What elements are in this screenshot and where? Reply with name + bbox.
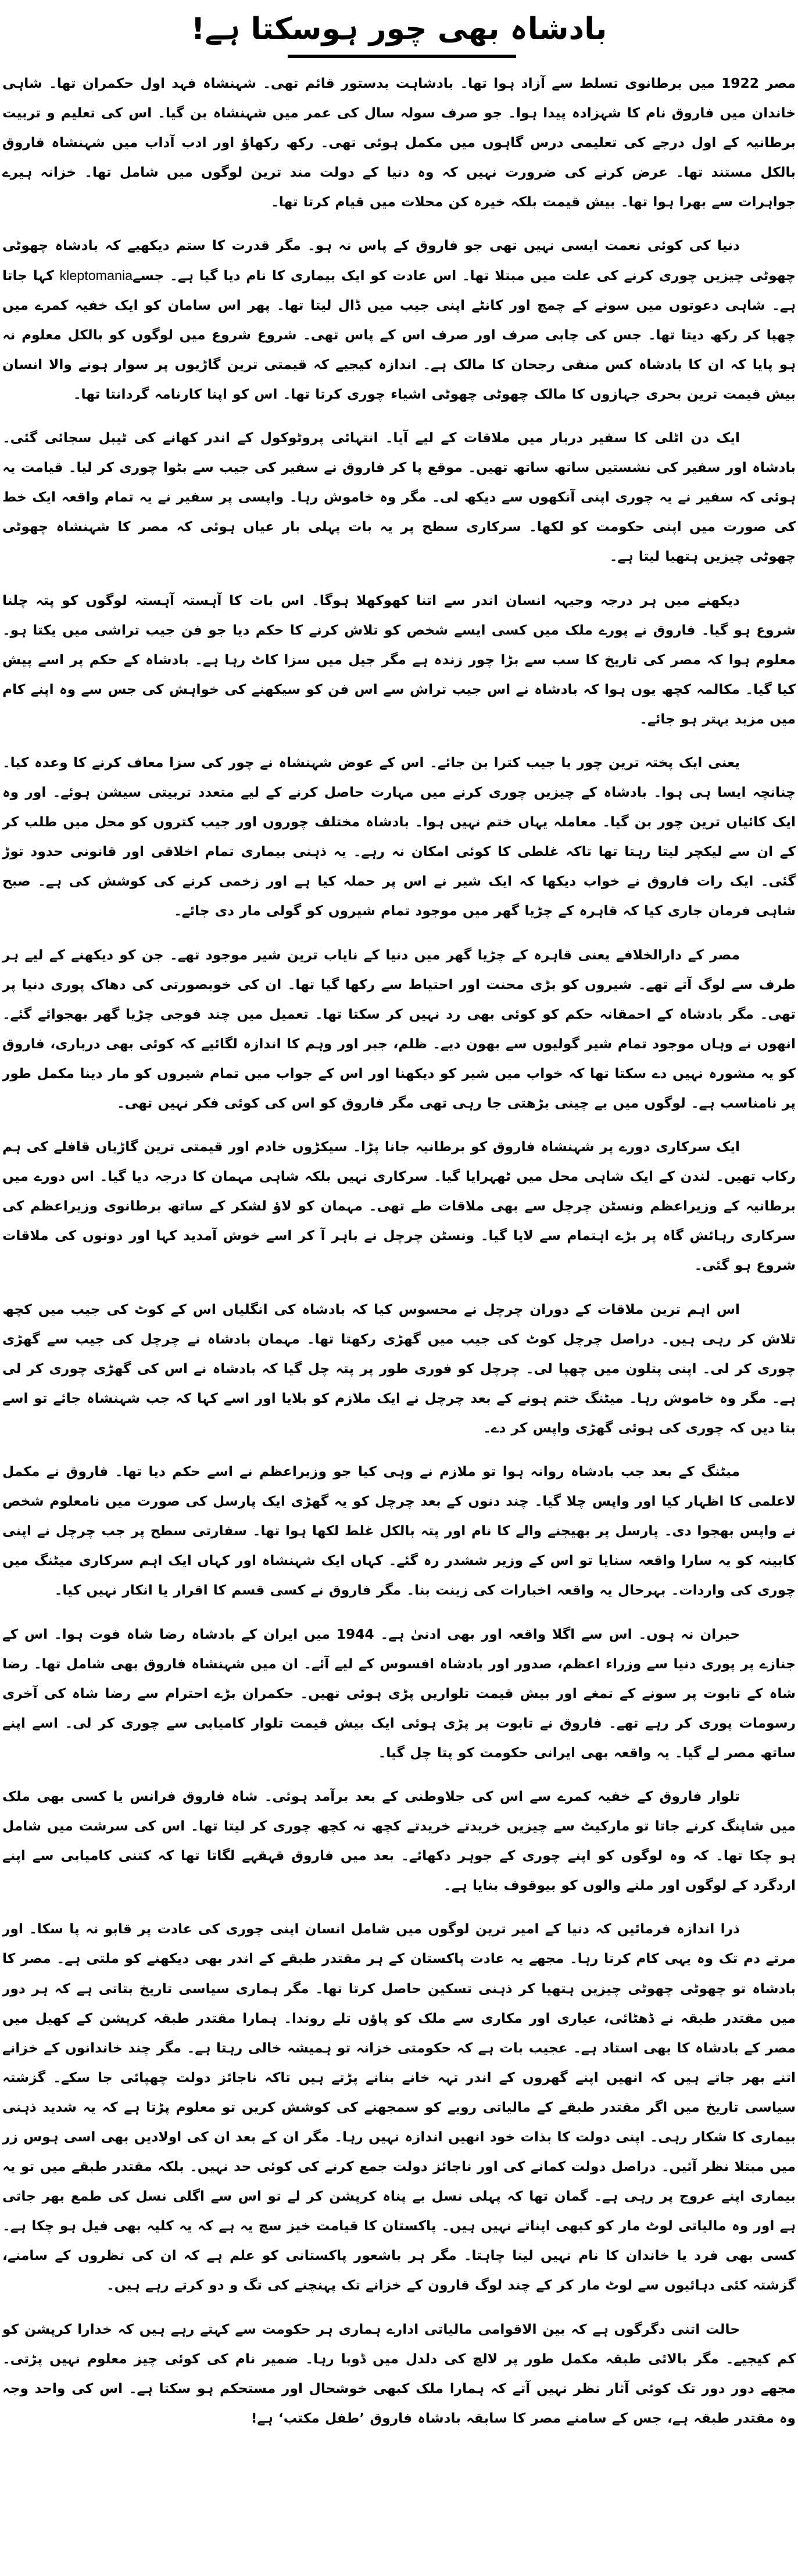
article-body (2, 69, 796, 2447)
paragraph: ایک دن اٹلی کا سفیر دربار میں ملاقات کے لیے آیا۔ انتہائی پروٹوکول کے اندر کھانے کی ٹیبل سجائی گئی۔ بادشاہ اور سفیر کی نشستیں ساتھ ساتھ تھیں۔ موقع پا کر فاروق نے سفیر کی جیب سے بٹوا چوری کر لیا۔ قیامت یہ ہوئی کہ سفیر نے یہ چوری اپنی آنکھوں سے دیکھ لی۔ مگر وہ خاموش رہا۔ واپسی پر سفیر نے یہ تمام واقعہ ایک خط کی صورت میں اپنی حکومت کو لکھا۔ سرکاری سطح پر یہ بات پہلی بار عیاں ہوئی کہ مصر کا شہنشاہ چھوٹی چھوٹی چیزیں ہتھیا لیتا ہے۔ (2, 430, 796, 565)
article-title: بادشاہ بھی چور ہوسکتا ہے! (191, 12, 607, 46)
english-term: kleptomania (59, 267, 133, 283)
paragraph: حیران نہ ہوں۔ اس سے اگلا واقعہ اور بھی ادنیٰ ہے۔ 1944 میں ایران کے بادشاہ رضا شاہ فوت ہوا۔ اس کے جنازے پر پوری دنیا سے وزراء اعظم، صدور اور بادشاہ افسوس کے لیے آئے۔ ان میں شہنشاہ فاروق بھی شامل تھا۔ رضا شاہ کے تابوت پر سونے کے تمغے اور بیش قیمت تلواریں پڑی ہوئی تھیں۔ حکمران بڑے احترام سے رضا شاہ کی آخری رسومات پوری کر رہے تھے۔ فاروق نے تابوت پر پڑی ہوئی ایک بیش قیمت تلوار کامیابی سے چوری کر لی۔ اسے اپنے ساتھ مصر لے گیا۔ یہ واقعہ بھی ایرانی حکومت کو پتا چل گیا۔ (2, 1626, 796, 1761)
paragraph-text: دنیا کی کوئی نعمت ایسی نہیں تھی جو فاروق کے پاس نہ ہو۔ مگر قدرت کا ستم دیکھیے کہ بادشاہ چھوٹی چھوٹی چیزیں چوری کرنے کی علت میں مبتلا تھا۔ اس عادت کو ایک بیماری کا نام دیا گیا ہے۔ جسے (2, 238, 796, 284)
paragraph: حالت اتنی دگرگوں ہے کہ بین الاقوامی مالیاتی ادارے ہماری ہر حکومت سے کہتے رہے ہیں کہ خدارا کرپشن کو کم کیجیے۔ مگر بالائی طبقہ مکمل طور پر لالچ کی دلدل میں ڈوبا رہا۔ ضمیر نام کی کوئی چیز معلوم نہیں پڑتی۔ مجھے دور دور تک کوئی آثار نظر نہیں آتے کہ ہمارا ملک کبھی خوشحال اور مستحکم ہو سکتا ہے۔ اس کی واحد وجہ وہ مقتدر طبقہ ہے، جس کے سامنے مصر کا سابقہ بادشاہ فاروق ’طفل مکتب‘ ہے! (2, 2321, 796, 2426)
paragraph-text: کہا جاتا ہے۔ شاہی دعوتوں میں سونے کے چمچ اور کانٹے اپنی جیب میں ڈال لیتا تھا۔ پھر اس سامان کو ایک خفیہ کمرے میں چھپا کر رکھ دیتا تھا۔ جس کی چابی صرف اور صرف اس کے پاس تھی۔ شروع شروع میں لوگوں کو بالکل معلوم نہ ہو پایا کہ ان کا بادشاہ کس منفی رجحان کا مالک ہے۔ اندازہ کیجیے کہ قیمتی ترین گاڑیوں پر سوار ہونے والا انسان بیش قیمت ترین بحری جہازوں کا مالک چھوٹی چھوٹی اشیاء چوری کرتا تھا۔ اس کو اپنا کارنامہ گردانتا تھا۔ (2, 267, 796, 402)
paragraph: مصر کے دارالخلافے یعنی قاہرہ کے چڑیا گھر میں دنیا کے نایاب ترین شیر موجود تھے۔ جن کو دیکھنے کے لیے ہر طرف سے لوگ آتے تھے۔ شیروں کو بڑی محنت اور احتیاط سے رکھا گیا تھا۔ ان کی خوبصورتی کی دھاک پوری دنیا پر تھی۔ مگر بادشاہ کے احمقانہ حکم کو کوئی بھی رد نہیں کر سکتا تھا۔ تعمیل میں چند فوجی چڑیا گھر بھجوائے گئے۔ انھوں نے وہاں موجود تمام شیر گولیوں سے بھون دیے۔ ظلم، جبر اور وہم کا اندازہ لگائیے کہ کوئی بھی درباری، فاروق کو یہ مشورہ نہیں دے سکتا تھا کہ خواب میں شیر کو دیکھنا اور اس کے جواب میں تمام شیروں کو مار دینا مکمل طور پر نامناسب ہے۔ لوگوں میں بے چینی بڑھتی جا رہی تھی مگر فاروق کو اس کی کوئی فکر نہیں تھی۔ (2, 947, 796, 1111)
paragraph (2, 231, 796, 409)
title-underline (288, 55, 516, 58)
paragraph: تلوار فاروق کے خفیہ کمرے سے اس کی جلاوطنی کے بعد برآمد ہوئی۔ شاہ فاروق فرانس یا کسی بھی ملک میں شاپنگ کرنے جاتا تو مارکیٹ سے چیزیں خریدتے خریدتے کچھ نہ کچھ چوری کر لیتا تھا۔ اس کی سرشت میں شامل ہو چکا تھا۔ کہ وہ لوگوں کو اپنے چوری کے جوہر دکھائے۔ بعد میں فاروق قہقہے لگاتا تھا کہ کتنی کامیابی سے اپنے اردگرد کے لوگوں اور ملنے والوں کو بیوقوف بنایا ہے۔ (2, 1788, 796, 1894)
paragraph: دیکھنے میں ہر درجہ وجیہہ انسان اندر سے اتنا کھوکھلا ہوگا۔ اس بات کا آہستہ آہستہ لوگوں کو پتہ چلنا شروع ہو گیا۔ فاروق نے پورے ملک میں کسی ایسے شخص کو تلاش کرنے کا حکم دیا جو فن جیب تراشی میں یکتا ہو۔ معلوم ہوا کہ مصر کی تاریخ کا سب سے بڑا چور زندہ ہے مگر جیل میں سزا کاٹ رہا ہے۔ بادشاہ کے حکم پر اسے پیش کیا گیا۔ مکالمہ کچھ یوں ہوا کہ بادشاہ نے اس جیب تراش سے اس فن کو سیکھنے کی خواہش کی جس سے وہ اپنے کام میں مزید بہتر ہو جائے۔ (2, 592, 796, 727)
paragraph: ایک سرکاری دورے پر شہنشاہ فاروق کو برطانیہ جانا پڑا۔ سیکڑوں خادم اور قیمتی ترین گاڑیاں قافلے کی ہم رکاب تھیں۔ لندن کے ایک شاہی محل میں ٹھہرایا گیا۔ سرکاری نہیں بلکہ شاہی مہمان کا درجہ دیا گیا۔ اس دورے میں برطانیہ کے وزیراعظم ونسٹن چرچل سے بھی ملاقات طے تھی۔ مہمان کو لاؤ لشکر کے ساتھ برطانوی وزیراعظم کی سرکاری رہائش گاہ پر بڑے اہتمام سے لایا گیا۔ ونسٹن چرچل نے باہر آ کر اسے خوش آمدید کہا اور دونوں کی ملاقات شروع ہو گئی۔ (2, 1139, 796, 1274)
paragraph: اس اہم ترین ملاقات کے دوران چرچل نے محسوس کیا کہ بادشاہ کی انگلیاں اس کے کوٹ کی جیب میں کچھ تلاش کر رہی ہیں۔ دراصل چرچل کوٹ کی جیب میں گھڑی رکھتا تھا۔ مہمان بادشاہ نے چرچل کی جیب سے گھڑی چوری کر لی۔ اپنی پتلون میں چھپا لی۔ چرچل کو فوری طور پر پتہ چل گیا کہ بادشاہ نے اس کی گھڑی چوری کر لی ہے۔ مگر وہ خاموش رہا۔ میٹنگ ختم ہونے کے بعد چرچل نے ایک ملازم کو بلایا اور اسے کہا کہ جب شہنشاہ جائے تو اسے بتا دیں کہ چوری کی ہوئی گھڑی واپس کر دے۔ (2, 1301, 796, 1436)
paragraph: ذرا اندازہ فرمائیں کہ دنیا کے امیر ترین لوگوں میں شامل انسان اپنی چوری کی عادت پر قابو نہ پا سکا۔ اور مرتے دم تک وہ یہی کام کرتا رہا۔ مجھے یہ عادت پاکستان کے ہر مقتدر طبقے کے اندر بھی دیکھنے کو ملتی ہے۔ مصر کا بادشاہ تو چھوٹی چھوٹی چیزیں ہتھیا کر ذہنی تسکین حاصل کرتا تھا۔ مگر ہماری سیاسی تاریخ بتاتی ہے کہ ہر دور میں مقتدر طبقہ نے ڈھٹائی، عیاری اور مکاری سے ملک کو پاؤں تلے روندا۔ ہمارا مقتدر طبقہ کرپشن کے کھیل میں مصر کے بادشاہ کا بھی استاد ہے۔ عجیب بات ہے کہ حکومتی خزانہ تو ہمیشہ خالی رہتا ہے۔ مگر چند خاندانوں کے خزانے اتنے بھر جاتے ہیں کہ انھیں اپنے گھروں کے اندر تہہ خانے بنانے پڑتے ہیں تاکہ ناجائز دولت چھپائی جا سکے۔ گزشتہ سیاسی تاریخ میں اگر مقتدر طبقے کے مالیاتی رویے کو سمجھنے کی کوشش کریں تو معلوم پڑتا ہے کہ یہ شدید ذہنی بیماری کا شکار رہی۔ اپنی دولت کا بذات خود انھیں اندازہ نہیں رہا۔ مگر ان کے بعد ان کی اولادیں بھی اسی ہوس زر میں مبتلا نظر آئیں۔ دراصل دولت کمانے کی اور ناجائز دولت جمع کرنے کی کوئی حد نہیں۔ بلکہ مقتدر طبقے میں تو یہ بیماری اپنے عروج پر رہی ہے۔ گمان تھا کہ پہلی نسل بے پناہ کرپشن کر لے تو اس سے اگلی نسل کی طمع بھر جاتی ہے اور وہ مالیاتی لوٹ مار کو کبھی اپناتے نہیں ہیں۔ پاکستان کا قیامت خیز سچ یہ ہے کہ یہ کلیہ بھی فیل ہو چکا ہے۔ کسی بھی فرد یا خاندان کا نام نہیں لینا چاہتا۔ مگر ہر باشعور پاکستانی کو علم ہے کہ ان کی نظروں کے سامنے، گزشتہ کئی دہائیوں سے لوٹ مار کر کے چند لوگ قارون کے خزانے تک پہنچنے کی تگ و دو کرتے رہے ہیں۔ (2, 1921, 796, 2294)
paragraph: میٹنگ کے بعد جب بادشاہ روانہ ہوا تو ملازم نے وہی کیا جو وزیراعظم نے اسے حکم دیا تھا۔ فاروق نے مکمل لاعلمی کا اظہار کیا اور واپس چلا گیا۔ چند دنوں کے بعد چرچل کو یہ گھڑی ایک پارسل کی صورت میں نامعلوم شخص نے واپس بھجوا دی۔ پارسل پر بھیجنے والے کا نام اور پتہ بالکل غلط لکھا ہوا تھا۔ سفارتی سطح پر جب چرچل نے اپنی کابینہ کو یہ سارا واقعہ سنایا تو اس کے وزیر ششدر رہ گئے۔ کہاں ایک شہنشاہ اور کہاں ایک اہم سرکاری میٹنگ میں چوری کی واردات۔ بہرحال یہ واقعہ اخبارات کی زینت بنا۔ مگر فاروق نے کسی قسم کا اقرار یا انکار نہیں کیا۔ (2, 1464, 796, 1599)
title-block (0, 5, 798, 63)
paragraph: مصر 1922 میں برطانوی تسلط سے آزاد ہوا تھا۔ بادشاہت بدستور قائم تھی۔ شہنشاہ فہد اول حکمران تھا۔ شاہی خاندان میں فاروق نام کا شہزادہ پیدا ہوا۔ جو صرف سولہ سال کی عمر میں شہنشاہ بن گیا۔ اس کی تعلیم و تربیت برطانیہ کے اول درجے کی تعلیمی درس گاہوں میں مکمل ہوئی تھی۔ رکھ رکھاؤ اور ادب آداب میں شہنشاہ فاروق بالکل مستند تھا۔ عرض کرنے کی ضرورت نہیں کہ وہ دنیا کے دولت مند ترین لوگوں میں شامل تھا۔ خزانہ ہیرے جواہرات سے بھرا ہوا تھا۔ بیش قیمت بلکہ خیرہ کن محلات میں قیام کرتا تھا۔ (2, 76, 796, 210)
paragraph: یعنی ایک پختہ ترین چور یا جیب کترا بن جائے۔ اس کے عوض شہنشاہ نے چور کی سزا معاف کرنے کا وعدہ کیا۔ چنانچہ ایسا ہی ہوا۔ بادشاہ کے چیزیں چوری کرنے میں مہارت حاصل کرنے کے لیے متعدد تربیتی سیشن ہوئے۔ اور وہ ایک کائیاں ترین چور بن گیا۔ معاملہ یہاں ختم نہیں ہوا۔ بادشاہ مختلف چوروں اور جیب کتروں کو محل میں طلب کر کے ان سے لیکچر لیتا رہتا تھا تاکہ غلطی کا کوئی امکان نہ رہے۔ یہ ذہنی بیماری تمام اخلاقی اور قانونی حدود توڑ گئی۔ ایک رات فاروق نے خواب دیکھا کہ ایک شیر نے اس پر حملہ کیا ہے اور زخمی کرنے کی کوشش کی ہے۔ صبح شاہی فرمان جاری کیا کہ قاہرہ کے چڑیا گھر میں موجود تمام شیروں کو گولی مار دی جائے۔ (2, 754, 796, 919)
